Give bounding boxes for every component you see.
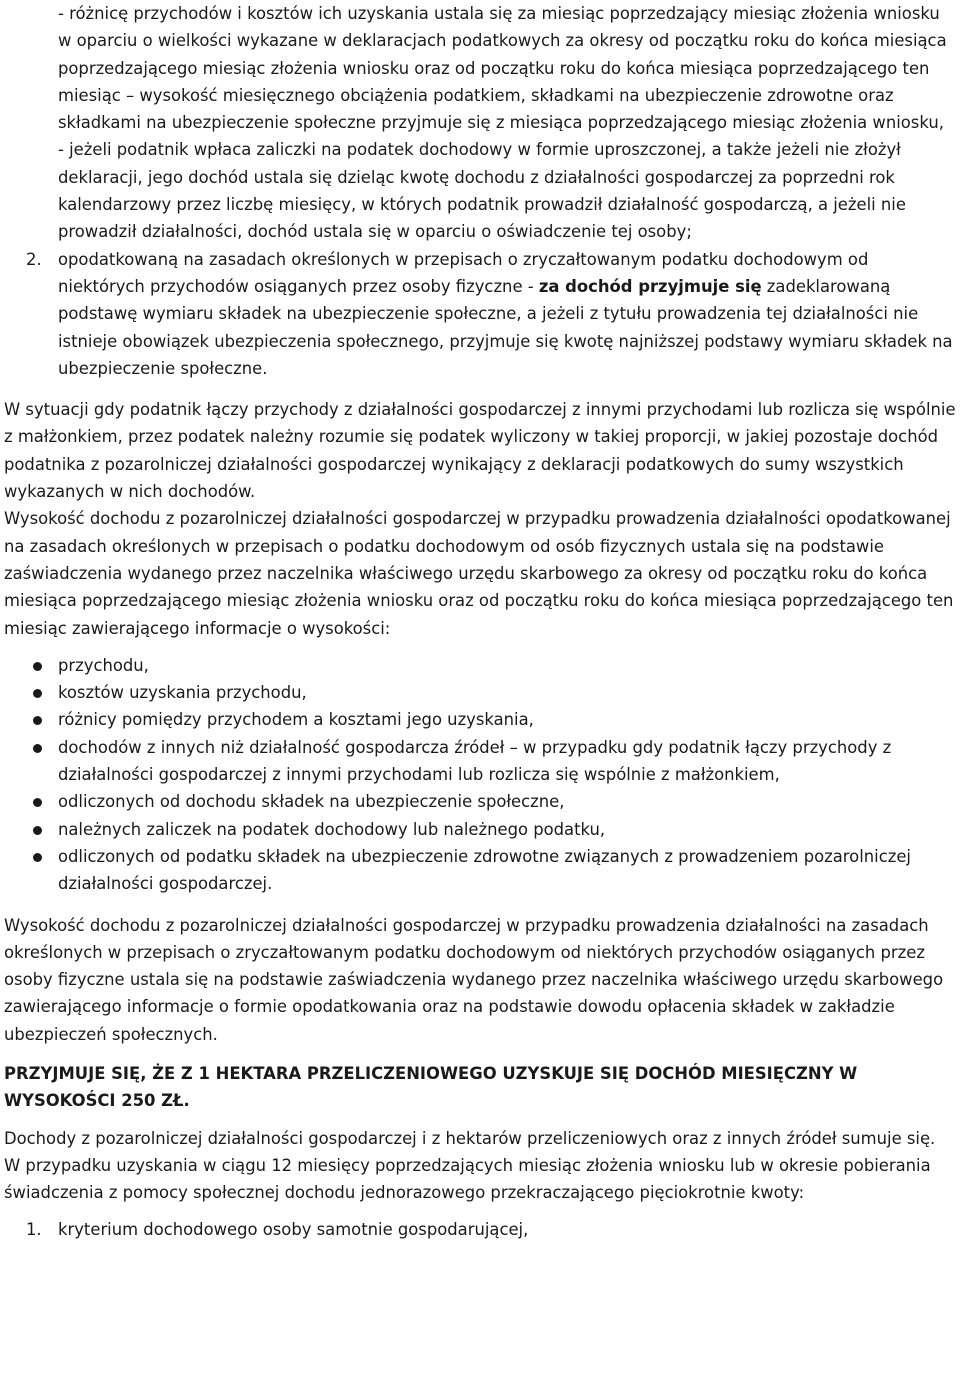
document-body (4, 0, 956, 1244)
item-text-after: zadeklarowaną podstawę wymiaru składek na ubezpieczenie społeczne, a jeżeli z tytułu prowadzenia tej działalności nie istnieje obowiązek ubezpieczenia społecznego, przyjmuje się kwotę najniższej podstawy wymiaru składek na ubezpieczenie społeczne. (58, 276, 953, 378)
bullet-icon (33, 853, 42, 862)
item-text-bold: za dochód przyjmuje się (538, 276, 762, 296)
continued-list-item (4, 0, 956, 246)
list-item: różnicy pomiędzy przychodem a kosztami jego uzyskania, (4, 706, 956, 733)
list-item: odliczonych od dochodu składek na ubezpieczenie społeczne, (4, 788, 956, 815)
list-item: kosztów uzyskania przychodu, (4, 679, 956, 706)
bullet-icon (33, 744, 42, 753)
income-info-list (4, 652, 956, 898)
joint-income-paragraph: W sytuacji gdy podatnik łączy przychody z działalności gospodarczej z innymi przychodami lub rozlicza się wspólnie z małżonkiem, przez podatek należny rozumie się podatek wyliczony w takiej proporcji, w jakiej pozostaje dochód podatnika z pozarolniczej działalności gospodarczej wynikający z deklaracji podatkowych do sumy wszystkich wykazanych w nich dochodów. (4, 400, 956, 502)
bullet-icon (33, 826, 42, 835)
item-number: 2. (26, 249, 42, 269)
hectare-income-heading: PRZYJMUJE SIĘ, ŻE Z 1 HEKTARA PRZELICZENIOWEGO UZYSKUJE SIĘ DOCHÓD MIESIĘCZNY W WYSOKOŚCI 250 ZŁ. (4, 1063, 858, 1111)
bullet-icon (33, 662, 42, 671)
list-item: dochodów z innych niż działalność gospodarcza źródeł – w przypadku gdy podatnik łączy przychody z działalności gospodarczej z innymi przychodami lub rozlicza się wspólnie z małżonkiem, (4, 734, 956, 789)
list-item: przychodu, (4, 652, 956, 679)
one-time-income-paragraph: W przypadku uzyskania w ciągu 12 miesięcy poprzedzających miesiąc złożenia wniosku lub w okresie pobierania świadczenia z pomocy społecznej dochodu jednorazowego przekraczającego pięciokrotnie kwoty: (4, 1155, 931, 1203)
income-sum-paragraph: Dochody z pozarolniczej działalności gospodarczej i z hektarów przeliczeniowych oraz z innych źródeł sumuje się. (4, 1128, 936, 1148)
simplified-advance-paragraph: - jeżeli podatnik wpłaca zaliczki na podatek dochodowy w formie uproszczonej, a także jeżeli nie złożył deklaracji, jego dochód ustala się dzieląc kwotę dochodu z działalności gospodarczej za poprzedni rok kalendarzowy przez liczbę miesięcy, w których podatnik prowadził działalność gospodarczą, a jeżeli nie prowadził działalności, dochód ustala się w oparciu o oświadczenie tej osoby; (58, 140, 906, 242)
flat-rate-income-paragraph: Wysokość dochodu z pozarolniczej działalności gospodarczej w przypadku prowadzenia działalności na zasadach określonych w przepisach o zryczałtowanym podatku dochodowym od niektórych przychodów osiąganych przez osoby fizyczne ustala się na podstawie zaświadczenia wydanego przez naczelnika właściwego urzędu skarbowego zawierającego informacje o formie opodatkowania oraz na podstawie dowodu opłacenia składek w zakładzie ubezpieczeń społecznych. (4, 915, 944, 1044)
income-rule-paragraph: - różnicę przychodów i kosztów ich uzyskania ustala się za miesiąc poprzedzający miesiąc złożenia wniosku w oparciu o wielkości wykazane w deklaracjach podatkowych za okresy od początku roku do końca miesiąca poprzedzającego miesiąc złożenia wniosku oraz od początku roku do końca miesiąca poprzedzającego ten miesiąc – wysokość miesięcznego obciążenia podatkiem, składkami na ubezpieczenie zdrowotne oraz składkami na ubezpieczenie społeczne przyjmuje się z miesiąca poprzedzającego miesiąc złożenia wniosku, (58, 4, 947, 133)
bullet-icon (33, 689, 42, 698)
bullet-icon (33, 798, 42, 807)
item-text-before: opodatkowaną na zasadach określonych w przepisach o zryczałtowanym podatku dochodowym od niektórych przychodów osiąganych przez osoby fizyczne - (58, 249, 869, 296)
numbered-item-2 (4, 246, 956, 382)
item-number: 1. (26, 1220, 42, 1240)
numbered-item-1 (4, 1216, 956, 1243)
list-item: odliczonych od podatku składek na ubezpieczenie zdrowotne związanych z prowadzeniem pozarolniczej działalności gospodarczej. (4, 843, 956, 898)
item-text: kryterium dochodowego osoby samotnie gospodarującej, (58, 1220, 529, 1240)
list-item: należnych zaliczek na podatek dochodowy lub należnego podatku, (4, 816, 956, 843)
business-income-paragraph: Wysokość dochodu z pozarolniczej działalności gospodarczej w przypadku prowadzenia działalności opodatkowanej na zasadach określonych w przepisach o podatku dochodowym od osób fizycznych ustala się na podstawie zaświadczenia wydanego przez naczelnika właściwego urzędu skarbowego za okresy od początku roku do końca miesiąca poprzedzającego miesiąc złożenia wniosku oraz od początku roku do końca miesiąca poprzedzającego ten miesiąc zawierającego informacje o wysokości: (4, 509, 954, 638)
bullet-icon (33, 716, 42, 725)
